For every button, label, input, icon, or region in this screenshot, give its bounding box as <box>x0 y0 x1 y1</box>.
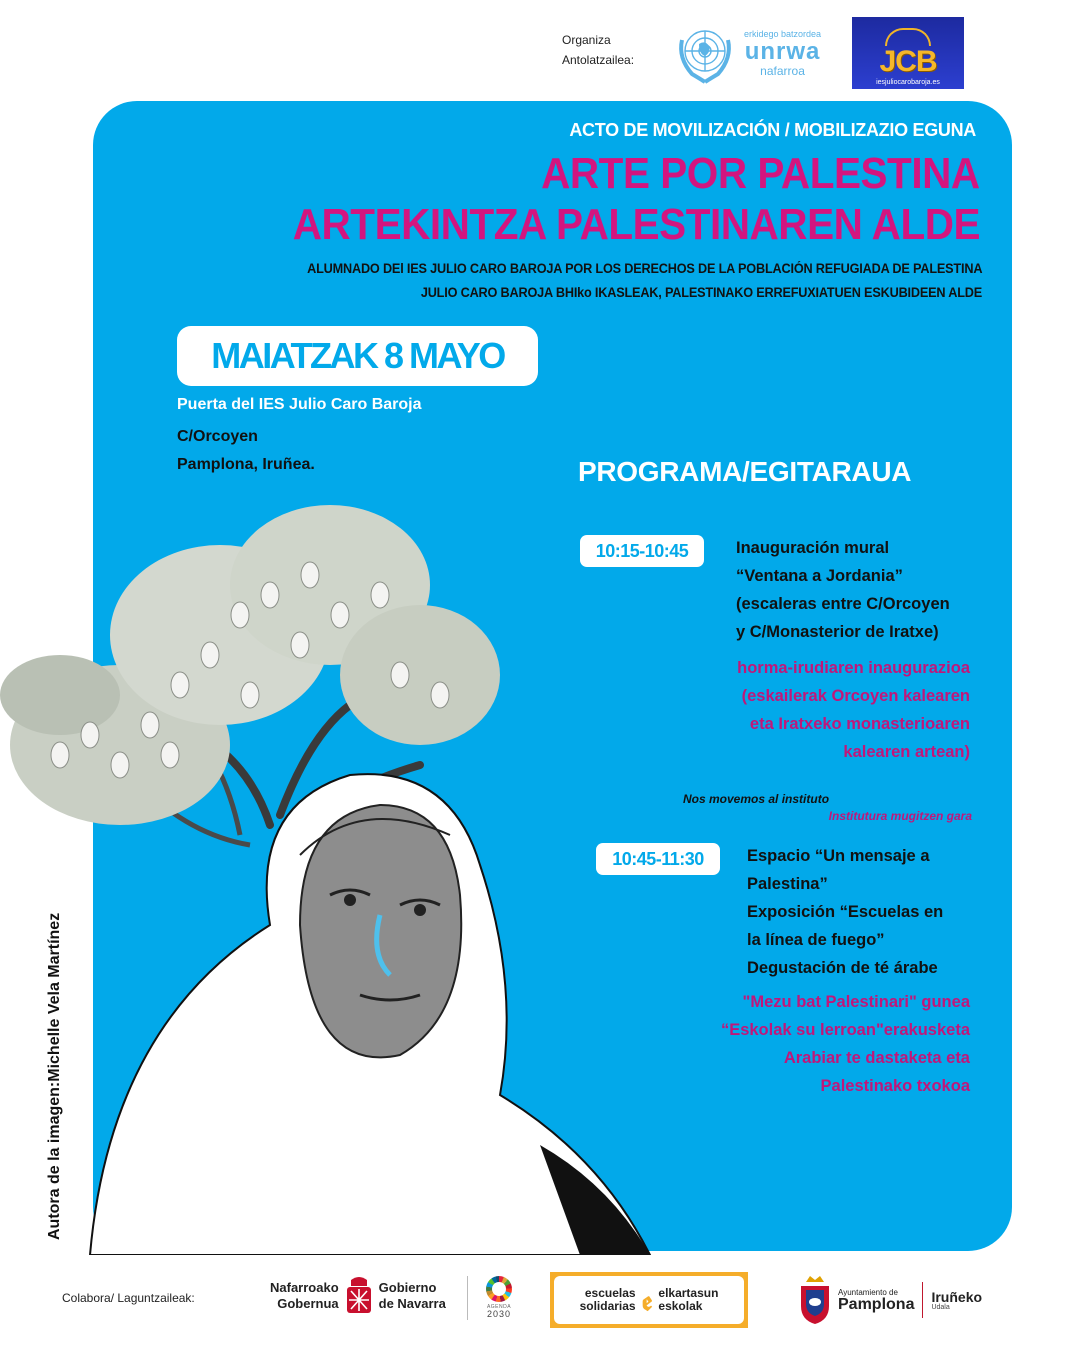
agenda-2030-logo <box>482 1276 516 1319</box>
unrwa-region: nafarroa <box>760 63 805 78</box>
un-emblem-icon <box>672 20 738 86</box>
pamplona-text-es <box>838 1288 914 1313</box>
unrwa-logo <box>672 18 862 88</box>
program-time-badge: 10:15-10:45 <box>580 535 704 567</box>
transition-note-es: Nos movemos al instituto <box>683 792 830 806</box>
unrwa-wordmark <box>744 30 821 77</box>
program-line: Degustación de té árabe <box>747 959 938 977</box>
program-title: PROGRAMA/EGITARAUA <box>578 456 912 487</box>
escuelas-text-line: solidarias <box>579 1299 636 1313</box>
program-line: Inauguración mural <box>736 539 890 557</box>
program-line: y C/Monasterior de Iratxe) <box>736 623 939 641</box>
olive-tree-portrait-illustration <box>0 495 670 1255</box>
program-line: horma-irudiaren inaugurazioa <box>737 659 970 677</box>
navarra-text-eu <box>270 1280 339 1312</box>
program-line: kalearen artean) <box>843 743 970 761</box>
agenda-year: 2030 <box>486 1309 512 1319</box>
gobierno-navarra-logo <box>270 1276 446 1316</box>
title-es: ARTE POR PALESTINA <box>541 149 980 198</box>
escuelas-text-line: escuelas <box>584 1286 636 1300</box>
pamplona-shield-icon <box>798 1274 832 1326</box>
program-line: “Ventana a Jordania” <box>736 567 903 585</box>
program-line: eta Iratxeko monasterioaren <box>749 715 970 733</box>
irunea-label: Udala <box>931 1303 950 1311</box>
program-line: Arabiar te dastaketa eta <box>783 1049 970 1067</box>
subtitle-eu: JULIO CARO BAROJA BHIko IKASLEAK, PALESTINAKO ERREFUXIATUEN ESKUBIDEEN ALDE <box>420 285 982 300</box>
navarra-text-line: Gobernua <box>277 1296 339 1311</box>
organizer-label-es: Organiza <box>562 33 611 47</box>
irunea-name: Iruñeko <box>931 1288 983 1305</box>
pamplona-divider <box>922 1282 923 1318</box>
title-eu: ARTEKINTZA PALESTINAREN ALDE <box>292 200 980 249</box>
program-line: la línea de fuego” <box>747 931 885 949</box>
escuelas-logo-inner <box>554 1276 744 1324</box>
organizer-label-eu: Antolatzailea: <box>562 53 635 67</box>
jcb-logo <box>852 17 964 89</box>
navarra-text-line: Nafarroako <box>270 1280 339 1295</box>
program-line: Palestina” <box>747 875 828 893</box>
navarra-text-line: de Navarra <box>378 1296 446 1311</box>
pamplona-name: Pamplona <box>838 1295 915 1313</box>
escuelas-solidarias-logo <box>550 1272 748 1328</box>
dome-icon <box>885 28 931 46</box>
program-line: Palestinako txokoa <box>820 1077 970 1095</box>
transition-note-eu: Institutura mugitzen gara <box>828 809 972 823</box>
pamplona-text-eu <box>931 1290 982 1311</box>
event-date: MAIATZAK 8 MAYO <box>211 335 504 376</box>
organizer-label <box>562 30 634 70</box>
navarra-text-es <box>379 1280 446 1312</box>
program-time-badge: 10:45-11:30 <box>596 843 720 875</box>
event-street: C/Orcoyen <box>177 428 258 445</box>
subtitle-es: ALUMNADO DEl IES JULIO CARO BAROJA POR LOS DERECHOS DE LA POBLACIÓN REFUGIADA DE PALESTINA <box>306 261 982 276</box>
program-item-eu <box>737 654 970 766</box>
jcb-url: iesjuliocarobaroja.es <box>876 79 940 86</box>
program-line: (eskailerak Orcoyen kalearen <box>741 687 970 705</box>
escuelas-text-line: elkartasun <box>658 1286 719 1300</box>
escuelas-text-eu <box>658 1287 718 1313</box>
event-city: Pamplona, Iruñea. <box>177 456 315 473</box>
escuelas-text-line: eskolak <box>658 1299 703 1313</box>
program-line: Exposición “Escuelas en <box>747 903 944 921</box>
jcb-wordmark: JCB <box>879 45 937 78</box>
event-venue: Puerta del IES Julio Caro Baroja <box>177 396 422 413</box>
ayuntamiento-pamplona-logo <box>798 1274 982 1326</box>
pamplona-label: Ayuntamiento de <box>838 1287 898 1297</box>
sdg-wheel-icon <box>486 1276 512 1302</box>
footer-divider <box>467 1276 468 1320</box>
agenda-label: AGENDA <box>486 1304 512 1310</box>
program-line: "Mezu bat Palestinari" gunea <box>742 993 970 1011</box>
unrwa-tagline: erkidego batzordea <box>744 28 822 39</box>
program-item-es <box>736 534 950 646</box>
program-line: (escaleras entre C/Orcoyen <box>736 595 950 613</box>
date-badge <box>177 326 538 386</box>
event-kicker: ACTO DE MOVILIZACIÓN / MOBILIZAZIO EGUNA <box>569 120 976 140</box>
escuelas-text-es <box>580 1287 636 1313</box>
collaborators-label: Colabora/ Laguntzaileak: <box>62 1291 195 1305</box>
program-line: Espacio “Un mensaje a <box>747 847 930 865</box>
escuelas-mark-icon: ꬲ <box>641 1286 653 1316</box>
image-credit: Autora de la imagen:Michelle Vela Martínez <box>46 912 63 1240</box>
navarra-text-line: Gobierno <box>378 1280 437 1295</box>
navarra-coat-of-arms-icon <box>345 1276 373 1316</box>
program-item-eu <box>721 988 970 1100</box>
program-line: “Eskolak su lerroan"erakusketa <box>720 1021 970 1039</box>
program-item-es <box>747 842 943 982</box>
unrwa-name: unrwa <box>744 37 821 65</box>
portrait <box>90 774 650 1255</box>
